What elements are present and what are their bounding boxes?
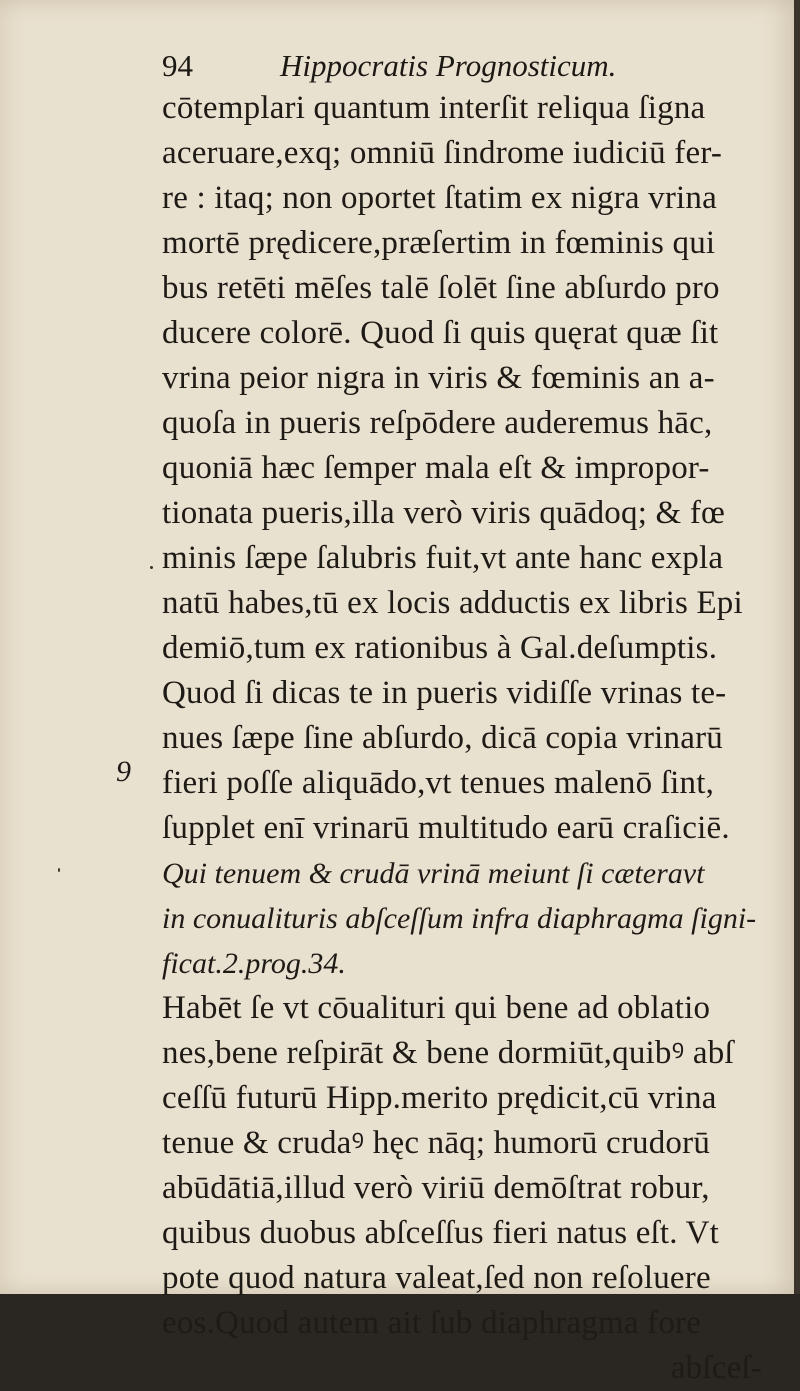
text-line: aceruare,exq; omniū ſindrome iudiciū fer- xyxy=(162,135,723,171)
aphorism-line: Qui tenuem & crudā vrinā meiunt ſi cæteravt xyxy=(162,857,705,890)
text-line: minis ſæpe ſalubris fuit,vt ante hanc expla xyxy=(162,540,724,576)
text-line: demiō,tum ex rationibus à Gal.deſumptis. xyxy=(162,630,718,666)
text-line: cōtemplari quantum interſit reliqua ſigna xyxy=(162,90,706,126)
aphorism-line: in conualituris abſceſſum infra diaphragma ſigni- xyxy=(162,902,757,935)
text-line: ſupplet enī vrinarū multitudo earū craſiciē. xyxy=(162,810,730,846)
text-line: pote quod natura valeat,ſed non reſoluere xyxy=(162,1260,711,1296)
text-line: mortē prędicere,præſertim in fœminis qui xyxy=(162,225,716,261)
text-line: quoſa in pueris reſpōdere auderemus hāc, xyxy=(162,405,713,441)
running-title: Hippocratis Prognosticum. xyxy=(280,48,617,83)
body-text xyxy=(162,86,762,1391)
text-line: natū habes,tū ex locis adductis ex libris Epi xyxy=(162,585,743,621)
page-number: 94 xyxy=(162,48,193,83)
text-line: eos.Quod autem ait ſub diaphragma fore xyxy=(162,1305,702,1341)
text-line: Habēt ſe vt cōualituri qui bene ad oblatio xyxy=(162,990,711,1026)
text-line: re : itaq; non oportet ſtatim ex nigra vrina xyxy=(162,180,717,216)
ink-speck xyxy=(58,868,60,872)
aphorism-line: ficat.2.prog.34. xyxy=(162,947,346,980)
text-line: fieri poſſe aliquādo,vt tenues malenō ſint, xyxy=(162,765,715,801)
text-line: nues ſæpe ſine abſurdo, dicā copia vrinarū xyxy=(162,720,723,756)
text-line: nes,bene reſpirāt & bene dormiūt,quibꝰ abſ xyxy=(162,1035,734,1071)
text-line: tenue & crudaꝰ hęc nāq; humorū crudorū xyxy=(162,1125,711,1161)
text-line: abūdātiā,illud verò viriū demōſtrat robur, xyxy=(162,1170,710,1206)
text-line: ceſſū futurū Hipp.merito prędicit,cū vrina xyxy=(162,1080,717,1116)
ink-speck xyxy=(150,566,153,569)
text-line: ducere colorē. Quod ſi quis quęrat quæ ſit xyxy=(162,315,719,351)
text-line: tionata pueris,illa verò viris quādoq; & fœ xyxy=(162,495,726,531)
catchword: abſceſ- xyxy=(670,1350,762,1386)
margin-note: 9 xyxy=(116,755,131,788)
text-line: vrina peior nigra in viris & fœminis an a- xyxy=(162,360,715,396)
text-line: quoniā hæc ſemper mala eſt & impropor- xyxy=(162,450,710,486)
running-header xyxy=(162,46,762,86)
page-edge xyxy=(794,0,800,1294)
text-line: Quod ſi dicas te in pueris vidiſſe vrinas te- xyxy=(162,675,727,711)
text-line: quibus duobus abſceſſus fieri natus eſt. Vt xyxy=(162,1215,719,1251)
text-line: bus retēti mēſes talē ſolēt ſine abſurdo pro xyxy=(162,270,720,306)
